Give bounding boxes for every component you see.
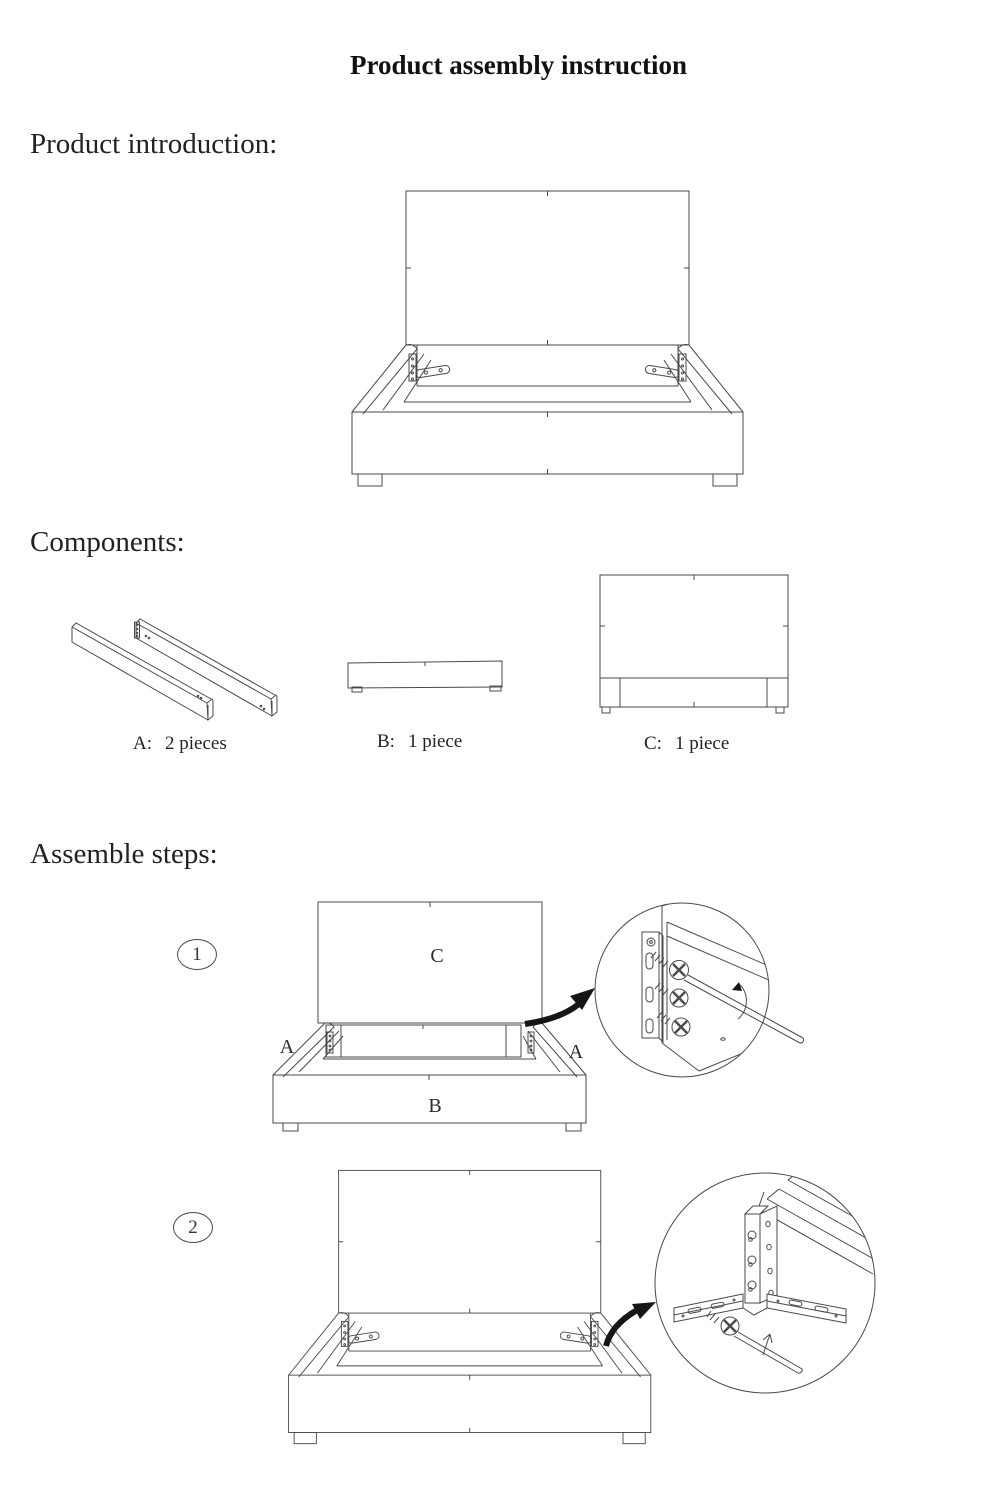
section-heading-introduction: Product introduction: — [30, 128, 278, 160]
step-1-number: 1 — [192, 943, 202, 965]
step-1-diagram — [273, 896, 605, 1142]
component-c-letter: C: — [644, 733, 662, 754]
component-c-diagram — [596, 571, 792, 717]
screwdriver-icon — [684, 975, 804, 1043]
screwdriver-icon-2 — [734, 1332, 802, 1373]
component-b-letter: B: — [377, 731, 395, 752]
component-c-label — [644, 733, 729, 755]
step-1-badge — [177, 939, 217, 970]
step-1-label-left-rail: A — [279, 1036, 295, 1058]
section-heading-components: Components: — [30, 526, 185, 558]
component-a-letter: A: — [133, 733, 152, 754]
section-heading-assembly: Assemble steps: — [30, 838, 218, 870]
page-title: Product assembly instruction — [350, 50, 688, 80]
step-2-detail-diagram — [650, 1168, 880, 1398]
intro-bed-diagram — [345, 183, 755, 495]
component-a-diagram — [60, 610, 300, 735]
step-2-badge — [173, 1212, 213, 1243]
step-2-number: 2 — [188, 1216, 198, 1238]
step-1-label-headboard: C — [430, 945, 444, 967]
component-b-diagram — [344, 657, 506, 697]
step-1-label-right-rail: A — [568, 1041, 584, 1063]
component-b-label — [377, 731, 462, 753]
component-a-label — [133, 733, 227, 755]
step-1-label-base: B — [428, 1095, 442, 1117]
component-b-quantity: 1 piece — [407, 731, 463, 752]
component-c-quantity: 1 piece — [674, 733, 730, 754]
step-1-zoom-arrow-icon — [525, 988, 595, 1024]
component-a-quantity: 2 pieces — [165, 733, 227, 754]
step-1-detail-diagram — [592, 898, 822, 1083]
